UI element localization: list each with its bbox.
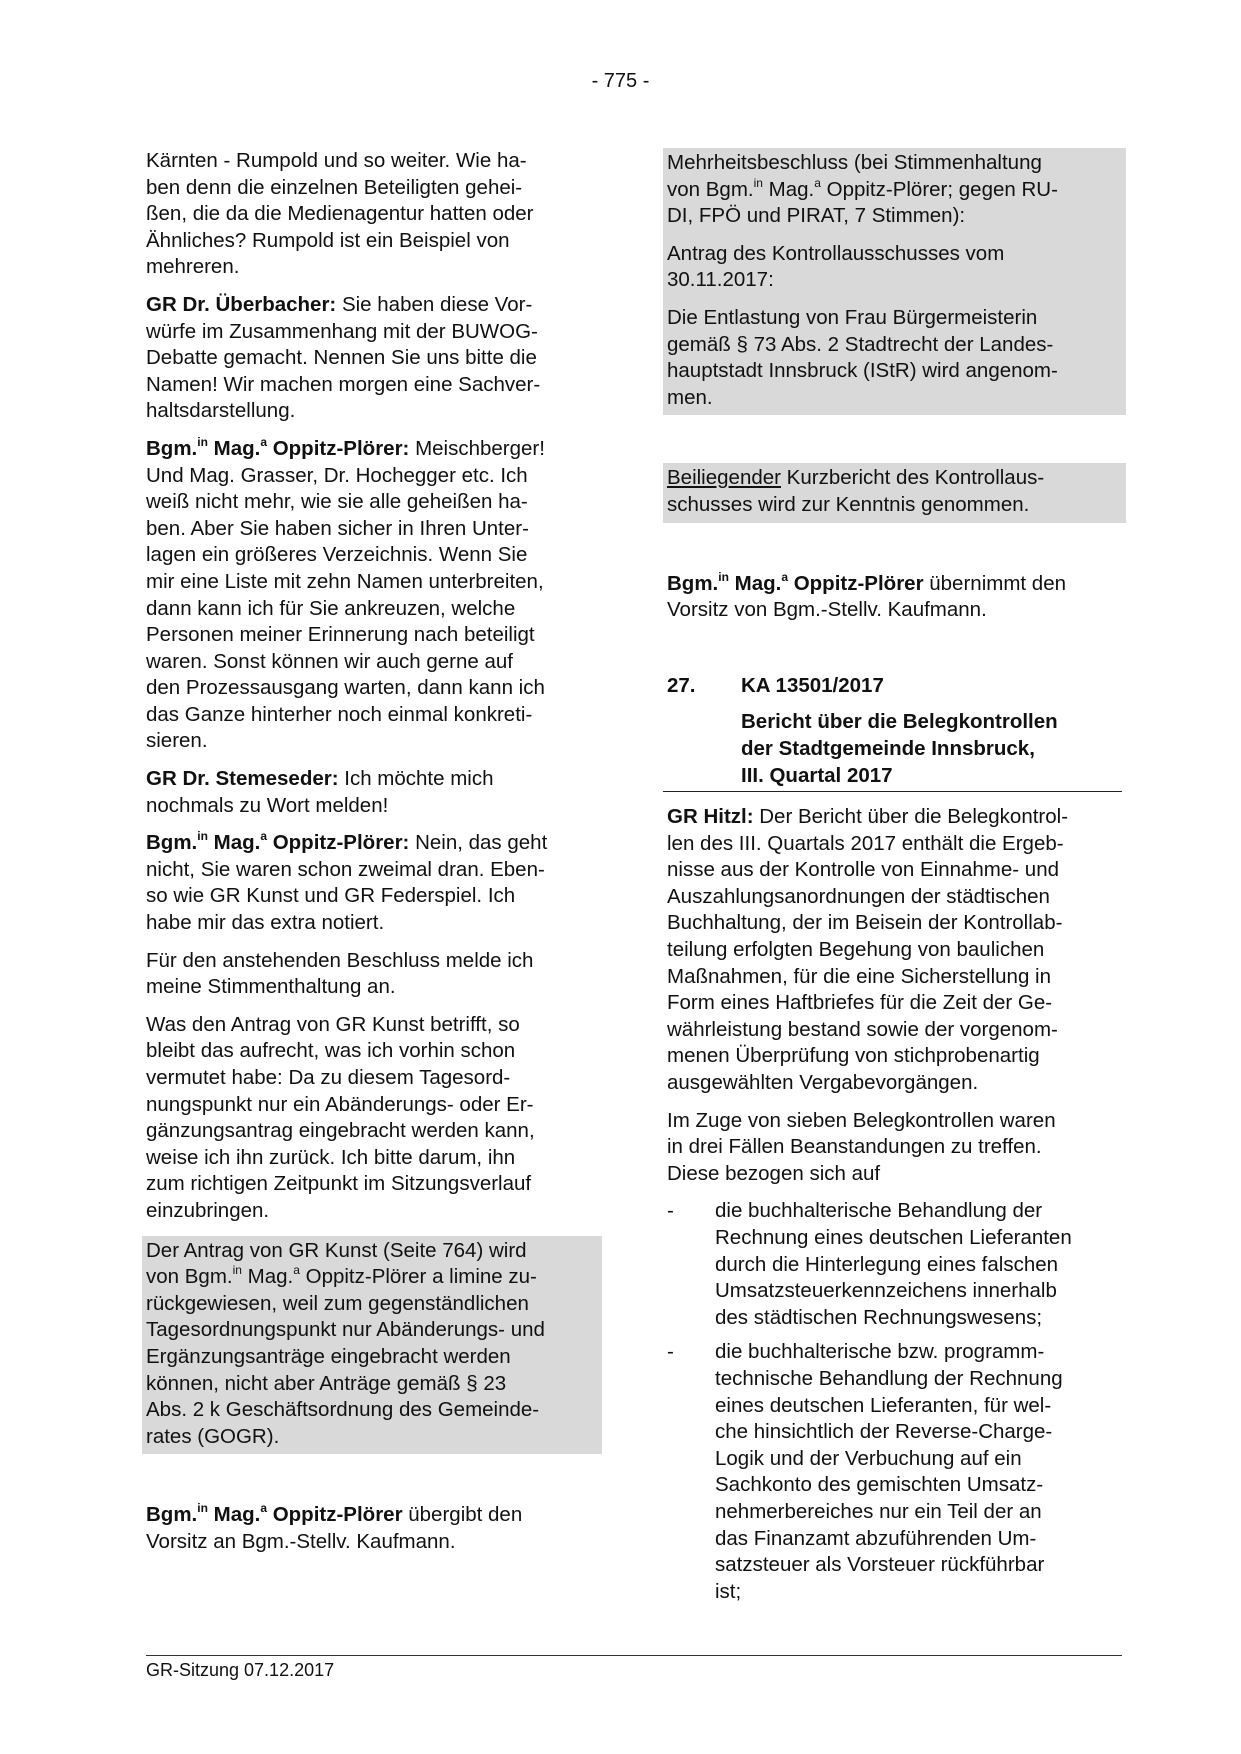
paragraph: Was den Antrag von GR Kunst betrifft, so bleibt das aufrecht, was ich vorhin schon vermutet habe: Da zu diesem Tagesord- nungspunkt nur ein Abänderungs- oder Er- gänzungsantrag eingebracht werden kann, weise ich ihn zurück. Ich bitte darum, ihn zum richtigen Zeitpunkt im Sitzungsverlauf einzubringen. <box>146 1012 535 1222</box>
resolution-box: Beiliegender Kurzbericht des Kontrollaus- schusses wird zur Kenntnis genommen. <box>663 463 1126 522</box>
speaker-name: GR Hitzl: <box>667 805 754 829</box>
speaker-name: GR Dr. Stemeseder: <box>146 767 339 791</box>
paragraph: Kärnten - Rumpold und so weiter. Wie ha- ben denn die einzelnen Beteiligten gehei- ßen, die da die Medienagentur hatten oder Ähnliches? Rumpold ist ein Beispiel von mehreren. <box>146 149 534 279</box>
paragraph: Für den anstehenden Beschluss melde ich meine Stimmenthaltung an. <box>146 948 534 999</box>
agenda-item-header <box>667 673 1122 700</box>
dash-bullet: - <box>667 1199 674 1223</box>
agenda-item-number: 27. <box>667 673 696 697</box>
list-item: - die buchhalterische Behandlung der Rechnung eines deutschen Lieferanten durch die Hinterlegung eines falschen Umsatzsteuerkennzeichens innerhalb des städtischen Rechnungswesens; <box>667 1198 1122 1331</box>
speaker-name: GR Dr. Überbacher: <box>146 292 337 316</box>
paragraph: Im Zuge von sieben Belegkontrollen waren in drei Fällen Beanstandungen zu treffen. Diese bezogen sich auf <box>667 1108 1056 1185</box>
paragraph: Bgm.$^{in}$ Mag.$^a$ Oppitz-Plörer übergibt den Vorsitz an Bgm.-Stellv. Kaufmann. <box>146 1501 523 1553</box>
speaker-name: Bgm.$^{in}$ Mag.$^a$ Oppitz-Plörer <box>146 1501 403 1527</box>
dash-bullet: - <box>667 1340 674 1364</box>
page-number: - 775 - <box>591 70 650 92</box>
paragraph: GR Dr. Stemeseder: Ich möchte mich nochmals zu Wort melden! <box>146 767 494 817</box>
agenda-item-code: KA 13501/2017 <box>741 673 884 697</box>
footer-divider <box>146 1655 1122 1656</box>
speaker-name: Bgm.$^{in}$ Mag.$^a$ Oppitz-Plörer: <box>146 434 410 460</box>
resolution-box: Der Antrag von GR Kunst (Seite 764) wird von Bgm.$^{in}$ Mag.$^a$ Oppitz-Plörer a limine zu- rückgewiesen, weil zum gegenständlichen Tagesordnungspunkt nur Abänderungs- und Ergänzungsanträge eingebracht werden können, nicht aber Anträge gemäß § 23 Abs. 2 k Geschäftsordnung des Gemeinde- rates (GOGR). <box>142 1236 602 1455</box>
paragraph: Bgm.$^{in}$ Mag.$^a$ Oppitz-Plörer: Meischberger! Und Mag. Grasser, Dr. Hochegger etc. Ich weiß nicht mehr, wie sie alle geheißen ha- ben. Aber Sie haben sicher in Ihren Unter- lagen ein größeres Verzeichnis. Wenn Sie mir eine Liste mit zehn Namen unterbreiten, dann kann ich für Sie ankreuzen, welche Personen meiner Erinnerung nach beteiligt waren. Sonst können wir auch gerne auf den Prozessausgang warten, dann kann ich das Ganze hinterher noch einmal konkreti- sieren. <box>146 434 545 753</box>
paragraph: Bgm.$^{in}$ Mag.$^a$ Oppitz-Plörer übernimmt den Vorsitz von Bgm.-Stellv. Kaufmann. <box>667 569 1066 622</box>
paragraph: Bgm.$^{in}$ Mag.$^a$ Oppitz-Plörer: Nein, das geht nicht, Sie waren schon zweimal dran. Eben- so wie GR Kunst und GR Federspiel. Ich habe mir das extra notiert. <box>146 829 548 935</box>
agenda-item-title: Bericht über die Belegkontrollen der Stadtgemeinde Innsbruck, III. Quartal 2017 <box>663 709 1122 792</box>
paragraph: GR Dr. Überbacher: Sie haben diese Vor- würfe im Zusammenhang mit der BUWOG- Debatte gemacht. Nennen Sie uns bitte die Namen! Wir machen morgen eine Sachver- haltsdarstellung. <box>146 292 541 423</box>
speaker-name: Bgm.$^{in}$ Mag.$^a$ Oppitz-Plörer <box>667 569 924 595</box>
speaker-name: Bgm.$^{in}$ Mag.$^a$ Oppitz-Plörer: <box>146 829 410 855</box>
left-column <box>146 148 598 1567</box>
right-column <box>667 148 1122 1613</box>
footer-text: GR-Sitzung 07.12.2017 <box>146 1660 335 1680</box>
resolution-box: Mehrheitsbeschluss (bei Stimmenhaltung von Bgm.$^{in}$ Mag.$^a$ Oppitz-Plörer; gegen RU- DI, FPÖ und PIRAT, 7 Stimmen): Antrag des Kontrollausschusses vom 30.11.2017: Die Entlastung von Frau Bürgermeisterin gemäß § 73 Abs. 2 Stadtrecht der Landes- hauptstadt Innsbruck (IStR) wird angenom- men. <box>663 148 1126 415</box>
paragraph: GR Hitzl: Der Bericht über die Belegkontrol- len des III. Quartals 2017 enthält die Ergeb- nisse aus der Kontrolle von Einnahme- und Auszahlungsanordnungen der städtischen Buchhaltung, der im Beisein der Kontrollab- teilung erfolgten Begehung von baulichen Maßnahmen, für die eine Sicherstellung in Form eines Haftbriefes für die Zeit der Ge- währleistung bestand sowie der vorgenom- menen Überprüfung von stichprobenartig ausgewählten Vergabevorgängen. <box>667 805 1069 1095</box>
list-item: - die buchhalterische bzw. programm- technische Behandlung der Rechnung eines deutschen Lieferanten, für wel- che hinsichtlich der Reverse-Charge- Logik und der Verbuchung auf ein Sachkonto des gemischten Umsatz- nehmerbereiches nur ein Teil der an das Finanzamt abzuführenden Um- satzsteuer als Vorsteuer rückführbar ist; <box>667 1339 1122 1605</box>
